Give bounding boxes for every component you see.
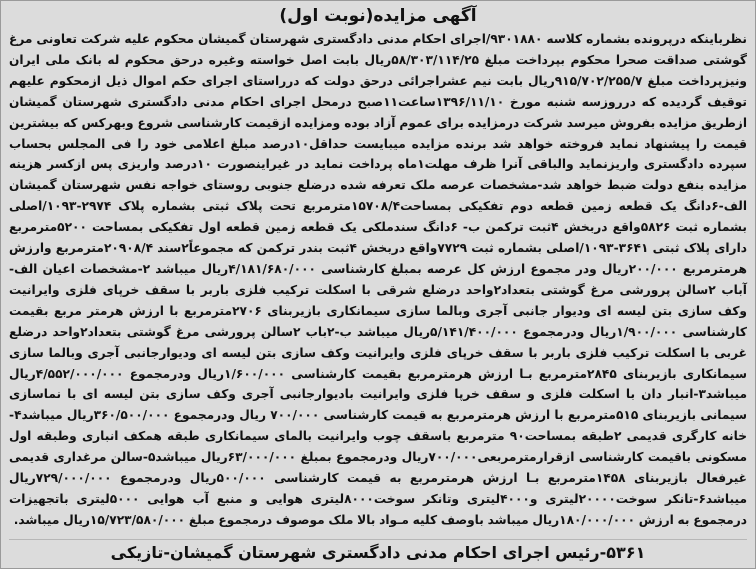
notice-title: آگهی مزایده(نوبت اول): [279, 6, 477, 26]
notice-body: نظرباینکه درپرونده بشماره کلاسه ۹۳۰۱۸۸۰/اجرای احکام مدنی دادگستری شهرستان گمیشان محکوم علیه شرکت تعاونی مرغ گوشتی صداقت صحرا محکوم بپرداخت مبلغ ۵۸/۳۰۳/۱۱۴/۲۵ریال بابت اصل خواسته وغیره درحق محکوم له بانک ملی ایران ونیزپرداخت مبلغ ۹۱۵/۷۰۲/۲۵۵/۷ریال بابت نیم عشراجرائی درحق دولت که درراستای اجرای حکم اموال ذیل ازمحکوم علیهم توقیف گردیده که درروزسه شنبه مورخ ۱۳۹۶/۱۱/۱۰ساعت۱۱صبح درمحل اجرای احکام مدنی دادگستری شهرستان گمیشان ازطریق مزایده بفروش میرسد شرکت درمزایده برای عموم آزاد بوده ومزایده ازقیمت کارشناسی شروع وبهرکس که بیشترین قیمت را پیشنهاد نماید فروخته خواهد شد برنده مزایده میبایست حداقل۱۰درصد مبلغ اعلامی خود را فی المجلس بحساب سپرده دادگستری واریزنماید والباقی آنرا ظرف مهلت۱ماه پرداخت نماید در غیراینصورت ۱۰درصد واریزی پس ازکسر هزینه مزایده بنفع دولت ضبط خواهد شد-مشخصات عرصه ملک تعرفه شده درضلع جنوبی روستای خواجه نفس شهرستان گمیشان الف-۶دانگ یک قطعه زمین قطعه دوم تفکیکی بمساحت۱۵۷۰۸/۴مترمربع تحت پلاک ثبتی بشماره پلاک ۲۹۷۴-۱۰۹۳/اصلی بشماره ثبت ۵۸۲۶واقع دربخش ۴ثبت ترکمن ب- ۶دانگ سندملکی یک قطعه زمین قطعه اول تفکیکی بمساحت ۵۲۰۰مترمربع دارای پلاک ثبتی ۳۶۴۱-۱۰۹۳/اصلی بشماره ثبت ۷۷۲۹واقع دربخش ۴ثبت بندر ترکمن که مجموعاً۲سند ۲۰۹۰۸/۴مترمربع وارزش هرمترمربع ۲۰۰/۰۰۰ریال ودر مجموع ارزش کل عرصه بمبلغ کارشناسی ۴/۱۸۱/۶۸۰/۰۰۰ریال میباشد ۲-مشخصات اعیان الف-آباب ۲سالن پرورشی مرغ گوشتی بتعداد۲واحد درضلع شرقی با اسکلت ترکیب فلزی باربر با سقف خرپای فلزی وایرانیت وکف سازی بتن لیسه ای ودیوار جانبی آجری وبالما سازی سیمانکاری بازیربنای ۲۷۰۶مترمربع با ارزش هرمتر مربع بقیمت کارشناسی ۱/۹۰۰/۰۰۰ریال ودرمجموع ۵/۱۴۱/۴۰۰/۰۰۰ریال میباشد ب-۲باب ۲سالن پرورشی مرغ گوشتی بتعداد۲واحد درضلع غربی با اسکلت ترکیب فلزی باربر با سقف خرپای فلزی وایرانیت وکف سازی بتن لیسه ای ودیوارجانبی آجری وبالما سازی سیمانکاری بازیربنای ۲۸۴۵مترمربع بـا ارزش هرمترمربع بقیمت کارشناسی ۱/۶۰۰/۰۰۰ریال ودرمجموع ۴/۵۵۲/۰۰۰/۰۰۰ریال میباشد۳-انبار دان با اسکلت فلزی و سقف خرپا فلزی وایرانیت بادیوارجانبی آجری وکف سازی بتن لیسه ای با نماسازی سیمانی بازیربنای ۵۱۵مترمربع با ارزش هرمترمربع به قیمت کارشناسی ۷۰۰/۰۰۰ ریال ودرمجموع ۳۶۰/۵۰۰/۰۰۰ریال میباشد۴-خانه کارگری قدیمی ۲طبقه بمساحت۹۰ مترمربع باسقف چوب وایرانیت بالمای سیمانکاری طبقه همکف انباری وطبقه اول مسکونی باقیمت کارشناسی ازقرارمترمربعی۷۰۰/۰۰۰ریال ودرمجموع بمبلغ ۶۳/۰۰۰/۰۰۰ریال میباشد۵-سالن مرغداری قدیمی غیرفعال بازیربنای ۱۴۵۸مترمربع بـا ارزش هرمترمربع به قیمت کارشناسی ۵۰۰/۰۰۰ریال ودرمجموع ۷۲۹/۰۰۰/۰۰۰ریال میباشد۶-تانکر سوخت۲۰۰۰۰لیتری و۴۰۰۰لیتری وتانکر سوخت۸۰۰۰لیتری هوایی و منبع آب هوایی ۵۰۰۰لیتری باتجهیزات درمجموع به ارزش ۱۸۰/۰۰۰/۰۰۰ریال میباشد باوصف کلیه مـواد بالا ملک موصوف درمجموع مبلغ ۱۵/۷۲۳/۵۸۰/۰۰۰ریال میباشد.: [9, 32, 748, 527]
notice-signature: ۵۳۶۱-رئیس اجرای احکام مدنی دادگستری شهرستان گمیشان-تازیکی: [110, 543, 646, 562]
signature-divider: [9, 539, 747, 540]
